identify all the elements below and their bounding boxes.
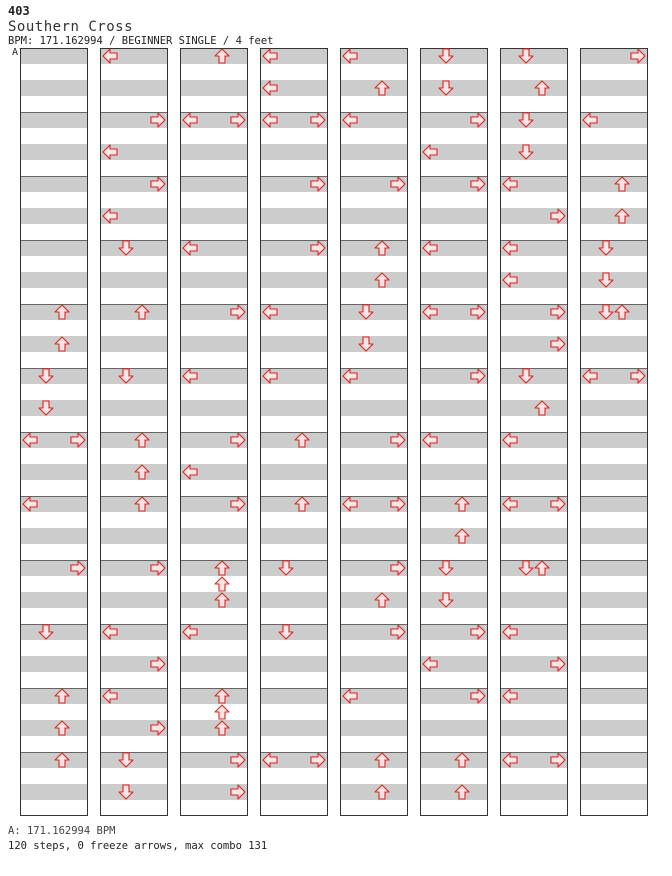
beat-stripe	[340, 144, 408, 160]
beat-stripe	[20, 240, 88, 256]
beat-stripe	[580, 272, 648, 288]
beat-stripe	[500, 48, 568, 64]
beat-stripe	[100, 592, 168, 608]
beat-stripe	[180, 688, 248, 704]
beat-stripe	[580, 752, 648, 768]
beat-stripe	[500, 720, 568, 736]
beat-stripe	[260, 432, 328, 448]
beat-stripe	[180, 80, 248, 96]
bpm-marker: A	[12, 47, 19, 58]
beat-stripe	[580, 208, 648, 224]
chart-number: 403	[8, 4, 30, 18]
beat-stripe	[20, 144, 88, 160]
beat-stripe	[180, 144, 248, 160]
beat-stripe	[580, 336, 648, 352]
beat-stripe	[260, 560, 328, 576]
beat-stripe	[500, 144, 568, 160]
beat-stripe	[500, 784, 568, 800]
beat-stripe	[420, 752, 488, 768]
beat-stripe	[340, 528, 408, 544]
chart-stats: 120 steps, 0 freeze arrows, max combo 131	[8, 840, 268, 852]
chart-column	[580, 48, 648, 816]
beat-stripe	[420, 496, 488, 512]
beat-stripe	[340, 656, 408, 672]
beat-stripe	[180, 592, 248, 608]
beat-stripe	[420, 560, 488, 576]
beat-stripe	[20, 336, 88, 352]
beat-stripe	[100, 400, 168, 416]
beat-stripe	[100, 464, 168, 480]
beat-stripe	[20, 368, 88, 384]
beat-stripe	[420, 400, 488, 416]
beat-stripe	[580, 144, 648, 160]
beat-stripe	[20, 688, 88, 704]
beat-stripe	[260, 272, 328, 288]
beat-stripe	[100, 528, 168, 544]
beat-stripe	[180, 528, 248, 544]
beat-stripe	[260, 400, 328, 416]
beat-stripe	[420, 208, 488, 224]
beat-stripe	[20, 80, 88, 96]
beat-stripe	[100, 336, 168, 352]
beat-stripe	[180, 208, 248, 224]
beat-stripe	[260, 784, 328, 800]
beat-stripe	[180, 176, 248, 192]
beat-stripe	[260, 336, 328, 352]
beat-stripe	[500, 368, 568, 384]
beat-stripe	[580, 784, 648, 800]
beat-stripe	[100, 752, 168, 768]
beat-stripe	[420, 784, 488, 800]
beat-stripe	[100, 496, 168, 512]
beat-stripe	[20, 208, 88, 224]
beat-stripe	[580, 304, 648, 320]
beat-stripe	[580, 528, 648, 544]
beat-stripe	[20, 112, 88, 128]
song-title: Southern Cross	[8, 19, 134, 35]
beat-stripe	[20, 464, 88, 480]
beat-stripe	[580, 624, 648, 640]
beat-stripe	[420, 48, 488, 64]
beat-stripe	[260, 656, 328, 672]
beat-stripe	[580, 432, 648, 448]
beat-stripe	[420, 336, 488, 352]
beat-stripe	[20, 656, 88, 672]
beat-stripe	[340, 272, 408, 288]
beat-stripe	[340, 592, 408, 608]
beat-stripe	[500, 528, 568, 544]
beat-stripe	[20, 528, 88, 544]
beat-stripe	[500, 464, 568, 480]
beat-stripe	[340, 208, 408, 224]
beat-stripe	[500, 80, 568, 96]
beat-stripe	[20, 48, 88, 64]
beat-stripe	[340, 80, 408, 96]
beat-stripe	[260, 208, 328, 224]
beat-stripe	[580, 560, 648, 576]
chart-info: BPM: 171.162994 / BEGINNER SINGLE / 4 feet	[8, 35, 274, 47]
up-arrow-icon	[215, 577, 229, 591]
beat-stripe	[260, 496, 328, 512]
beat-stripe	[340, 464, 408, 480]
beat-stripe	[100, 432, 168, 448]
beat-stripe	[100, 368, 168, 384]
beat-stripe	[420, 80, 488, 96]
beat-stripe	[340, 784, 408, 800]
beat-stripe	[580, 656, 648, 672]
beat-stripe	[180, 336, 248, 352]
up-arrow-icon	[215, 705, 229, 719]
beat-stripe	[180, 400, 248, 416]
chart-column	[20, 48, 88, 816]
beat-stripe	[100, 784, 168, 800]
beat-stripe	[580, 464, 648, 480]
beat-stripe	[20, 624, 88, 640]
chart-column	[260, 48, 328, 816]
beat-stripe	[20, 400, 88, 416]
beat-stripe	[100, 80, 168, 96]
beat-stripe	[100, 272, 168, 288]
beat-stripe	[20, 592, 88, 608]
beat-stripe	[580, 240, 648, 256]
beat-stripe	[260, 688, 328, 704]
beat-stripe	[260, 624, 328, 640]
beat-stripe	[580, 80, 648, 96]
beat-stripe	[20, 752, 88, 768]
beat-stripe	[580, 400, 648, 416]
beat-stripe	[580, 592, 648, 608]
beat-stripe	[500, 400, 568, 416]
beat-stripe	[420, 720, 488, 736]
beat-stripe	[580, 496, 648, 512]
chart-column	[180, 48, 248, 816]
beat-stripe	[340, 304, 408, 320]
beat-stripe	[20, 176, 88, 192]
beat-stripe	[260, 592, 328, 608]
beat-stripe	[20, 784, 88, 800]
beat-stripe	[180, 560, 248, 576]
beat-stripe	[100, 240, 168, 256]
beat-stripe	[580, 176, 648, 192]
beat-stripe	[180, 48, 248, 64]
beat-stripe	[420, 464, 488, 480]
beat-stripe	[260, 528, 328, 544]
beat-stripe	[260, 720, 328, 736]
bpm-legend: A: 171.162994 BPM	[8, 825, 116, 837]
beat-stripe	[340, 336, 408, 352]
beat-stripe	[20, 720, 88, 736]
beat-stripe	[500, 112, 568, 128]
beat-stripe	[100, 304, 168, 320]
beat-stripe	[420, 592, 488, 608]
beat-stripe	[340, 720, 408, 736]
beat-stripe	[340, 240, 408, 256]
beat-stripe	[420, 528, 488, 544]
beat-stripe	[340, 752, 408, 768]
beat-stripe	[180, 656, 248, 672]
beat-stripe	[580, 720, 648, 736]
beat-stripe	[180, 272, 248, 288]
beat-stripe	[180, 720, 248, 736]
beat-stripe	[580, 688, 648, 704]
beat-stripe	[340, 400, 408, 416]
beat-stripe	[500, 560, 568, 576]
beat-stripe	[420, 272, 488, 288]
beat-stripe	[260, 144, 328, 160]
beat-stripe	[20, 304, 88, 320]
beat-stripe	[260, 464, 328, 480]
beat-stripe	[20, 272, 88, 288]
beat-stripe	[500, 592, 568, 608]
